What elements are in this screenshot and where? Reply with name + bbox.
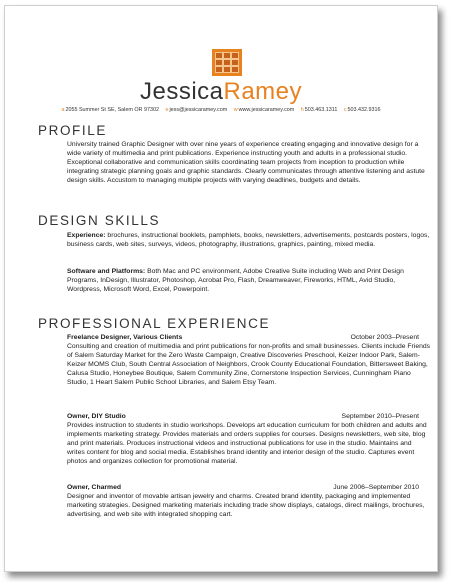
resume-page [4,5,438,572]
last-name: Ramey [223,78,303,105]
job-description: Designer and inventor of movable artisan jewelry and charms. Created brand identity, packaging and implemented marketing strategies. Designed marketing materials including trade show displays, catalogs, direct mailings, brochures, advertising, and web site with integrated shopping cart. [67,493,425,518]
job-header [67,412,419,421]
skills-heading: DESIGN SKILLS [38,213,161,228]
email-key: e [165,107,169,113]
job-dates: June 2006–September 2010 [333,484,419,491]
cell-phone-key: c [343,107,347,113]
job-description: Consulting and creation of multimedia and print publications for non-profits and small businesses. Clients include Friends of Salem Saturday Market for the Zero Waste Campaign, Creative Discoveries Preschool, Keizer Indoor Park, Salem-Keizer MOMS Club, South Central Association of Neighbors, Crook County Educational Foundation, Bittersweet Baking, Calusa Studio, Honeybee Boutique, Salem Community Zine, Cornerstone Inspection Services, Cunningham Piano Studio, 1 Heart Salem Public School Libraries, and Salem Etsy Team. [67,343,431,386]
logo-squares-icon [212,49,242,76]
job-title: Freelance Designer, Various Clients [67,334,183,341]
profile-text: University trained Graphic Designer with over nine years of experience creating engaging and innovative design for a wide variety of multimedia and print publications. Experience instructing youth and adults in a professional studio. Exceptional collaborative and communication skills coordinating team projects from inception to production while integrating strategic planning goals and graphic standards. Clearly communicates through attentive listening and astute design skills. Accustom to managing multiple projects with varying deadlines, budgets and details. [67,141,425,184]
home-phone: 503.463.1311 [304,107,338,113]
address-key: a [61,107,65,113]
job-header [67,333,419,342]
website: www.jessicaramey.com [238,107,295,113]
candidate-name [5,78,437,106]
job-title: Owner, Charmed [67,484,122,491]
experience-heading: PROFESSIONAL EXPERIENCE [38,316,271,331]
job-description: Provides instruction to students in studio workshops. Develops art education curriculum for both children and adults and implements marketing strategy. Provides materials and orders supplies for courses. Designs newsletters, web site, blog and print materials. Produces instructional videos and instructional publications for use in the studio. Maintains and writes content for blog and social media. Establishes brand identity and interior design of the studio. Captures event photos and organizes collection for promotional material. [67,422,427,465]
skills-experience-label: Experience: [67,232,106,239]
skills-experience [67,231,431,249]
skills-software [67,267,431,294]
cell-phone: 503.432.9316 [347,107,381,113]
job-dates: September 2010–Present [341,413,419,420]
skills-software-text: Both Mac and PC environment, Adobe Creative Suite including Web and Print Design Programs, InDesign, Illustrator, Photoshop, Acrobat Pro, Flash, Dreamweaver, Fireworks, HTML, Avid Studio, Wordpress, Microsoft Word, Excel, Powerpoint. [67,268,404,293]
home-phone-key: h [300,107,304,113]
profile-heading: PROFILE [38,123,107,138]
skills-software-label: Software and Platforms: [67,268,146,275]
email: jess@jessicaramey.com [169,107,228,113]
job-dates: October 2003–Present [350,334,419,341]
web-key: w [233,107,238,113]
skills-experience-text: brochures, instructional booklets, pamphlets, books, newsletters, advertisements, postcards posters, logos, business cards, web sites, surveys, videos, photography, illustrations, graphics, painting, mixed media. [67,232,430,248]
address: 2055 Summer St SE, Salem OR 97302 [65,107,159,113]
contact-line [5,107,437,113]
job-header [67,483,419,492]
first-name: Jessica [139,78,224,105]
job-title: Owner, DIY Studio [67,413,126,420]
